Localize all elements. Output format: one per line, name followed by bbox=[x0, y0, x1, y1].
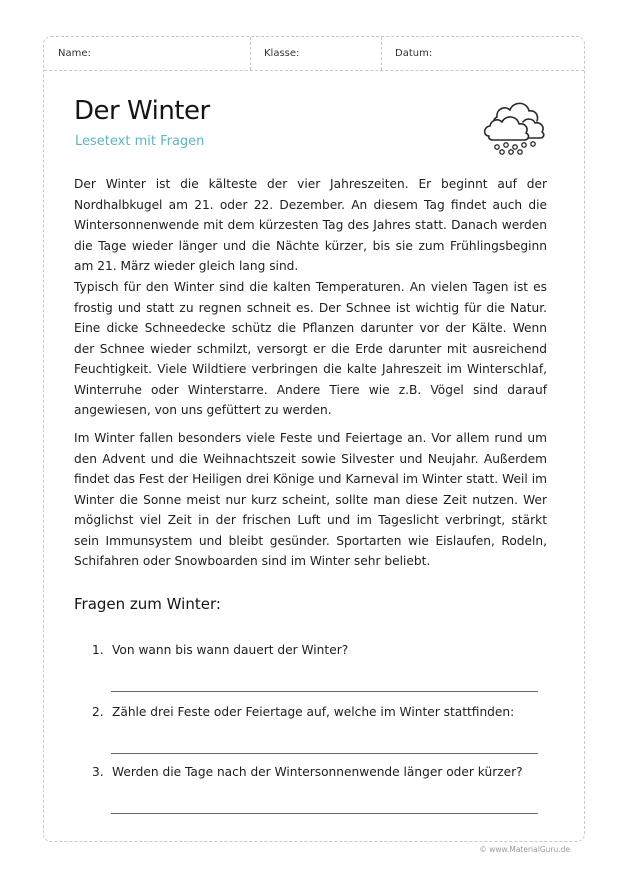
copyright-footer: © www.MaterialGuru.de bbox=[479, 845, 570, 854]
questions-heading: Fragen zum Winter: bbox=[74, 595, 221, 613]
question-number: 1. bbox=[92, 643, 104, 657]
question-item bbox=[92, 643, 348, 657]
question-text: Von wann bis wann dauert der Winter? bbox=[112, 643, 349, 657]
question-item bbox=[92, 705, 514, 719]
snow-cloud-icon bbox=[483, 94, 549, 156]
paragraph-holidays: Im Winter fallen besonders viele Feste und Feiertage an. Vor allem rund um den Advent und die Weihnachtszeit sowie Silvester und Neujahr. Außerdem findet das Fest der Heiligen drei Könige und Karneval im Winter statt. Weil im Winter die Sonne meist nur kurz scheint, sollte man diese Zeit nutzen. Wer möglichst viel Zeit in der frischen Luft und im Tageslicht verbringt, stärkt sein Immunsystem und bleibt gesünder. Sportarten wie Eislaufen, Rodeln, Schifahren oder Snowboarden sind im Winter sehr beliebt. bbox=[74, 431, 547, 568]
header-row bbox=[44, 37, 584, 71]
header-divider bbox=[381, 37, 382, 70]
question-number: 3. bbox=[92, 765, 104, 779]
paragraph-intro: Der Winter ist die kälteste der vier Jahreszeiten. Er beginnt auf der Nordhalbkugel am 21. oder 22. Dezember. An diesem Tag findet auch die Wintersonnenwende mit dem kürzesten Tag des Jahres statt. Danach werden die Tage wieder länger und die Nächte kürzer, bis sie zum Frühlingsbeginn am 21. März wieder gleich lang sind. bbox=[74, 177, 547, 273]
answer-line[interactable] bbox=[111, 691, 538, 692]
page-title: Der Winter bbox=[74, 96, 210, 126]
question-text: Zähle drei Feste oder Feiertage auf, welche im Winter stattfinden: bbox=[112, 705, 515, 719]
question-number: 2. bbox=[92, 705, 104, 719]
class-label: Klasse: bbox=[264, 48, 300, 59]
question-item bbox=[92, 765, 523, 779]
answer-line[interactable] bbox=[111, 753, 538, 754]
answer-line[interactable] bbox=[111, 813, 538, 814]
date-label: Datum: bbox=[395, 48, 433, 59]
question-text: Werden die Tage nach der Wintersonnenwende länger oder kürzer? bbox=[112, 765, 523, 779]
paragraph-temperature: Typisch für den Winter sind die kalten Temperaturen. An vielen Tagen ist es frostig und statt zu regnen schneit es. Der Schnee ist wichtig für die Natur. Eine dicke Schneedecke schütz die Pflanzen darunter vor der Kälte. Wenn der Schnee wieder schmilzt, versorgt er die Erde darunter mit ausreichend Feuchtigkeit. Viele Wildtiere verbringen die kalte Jahreszeit im Winterschlaf, Winterruhe oder Winterstarre. Andere Tiere wie z.B. Vögel sind darauf angewiesen, von uns gefüttert zu werden. bbox=[74, 280, 547, 417]
header-divider bbox=[250, 37, 251, 70]
page-subtitle: Lesetext mit Fragen bbox=[75, 134, 205, 149]
name-label: Name: bbox=[58, 48, 91, 59]
